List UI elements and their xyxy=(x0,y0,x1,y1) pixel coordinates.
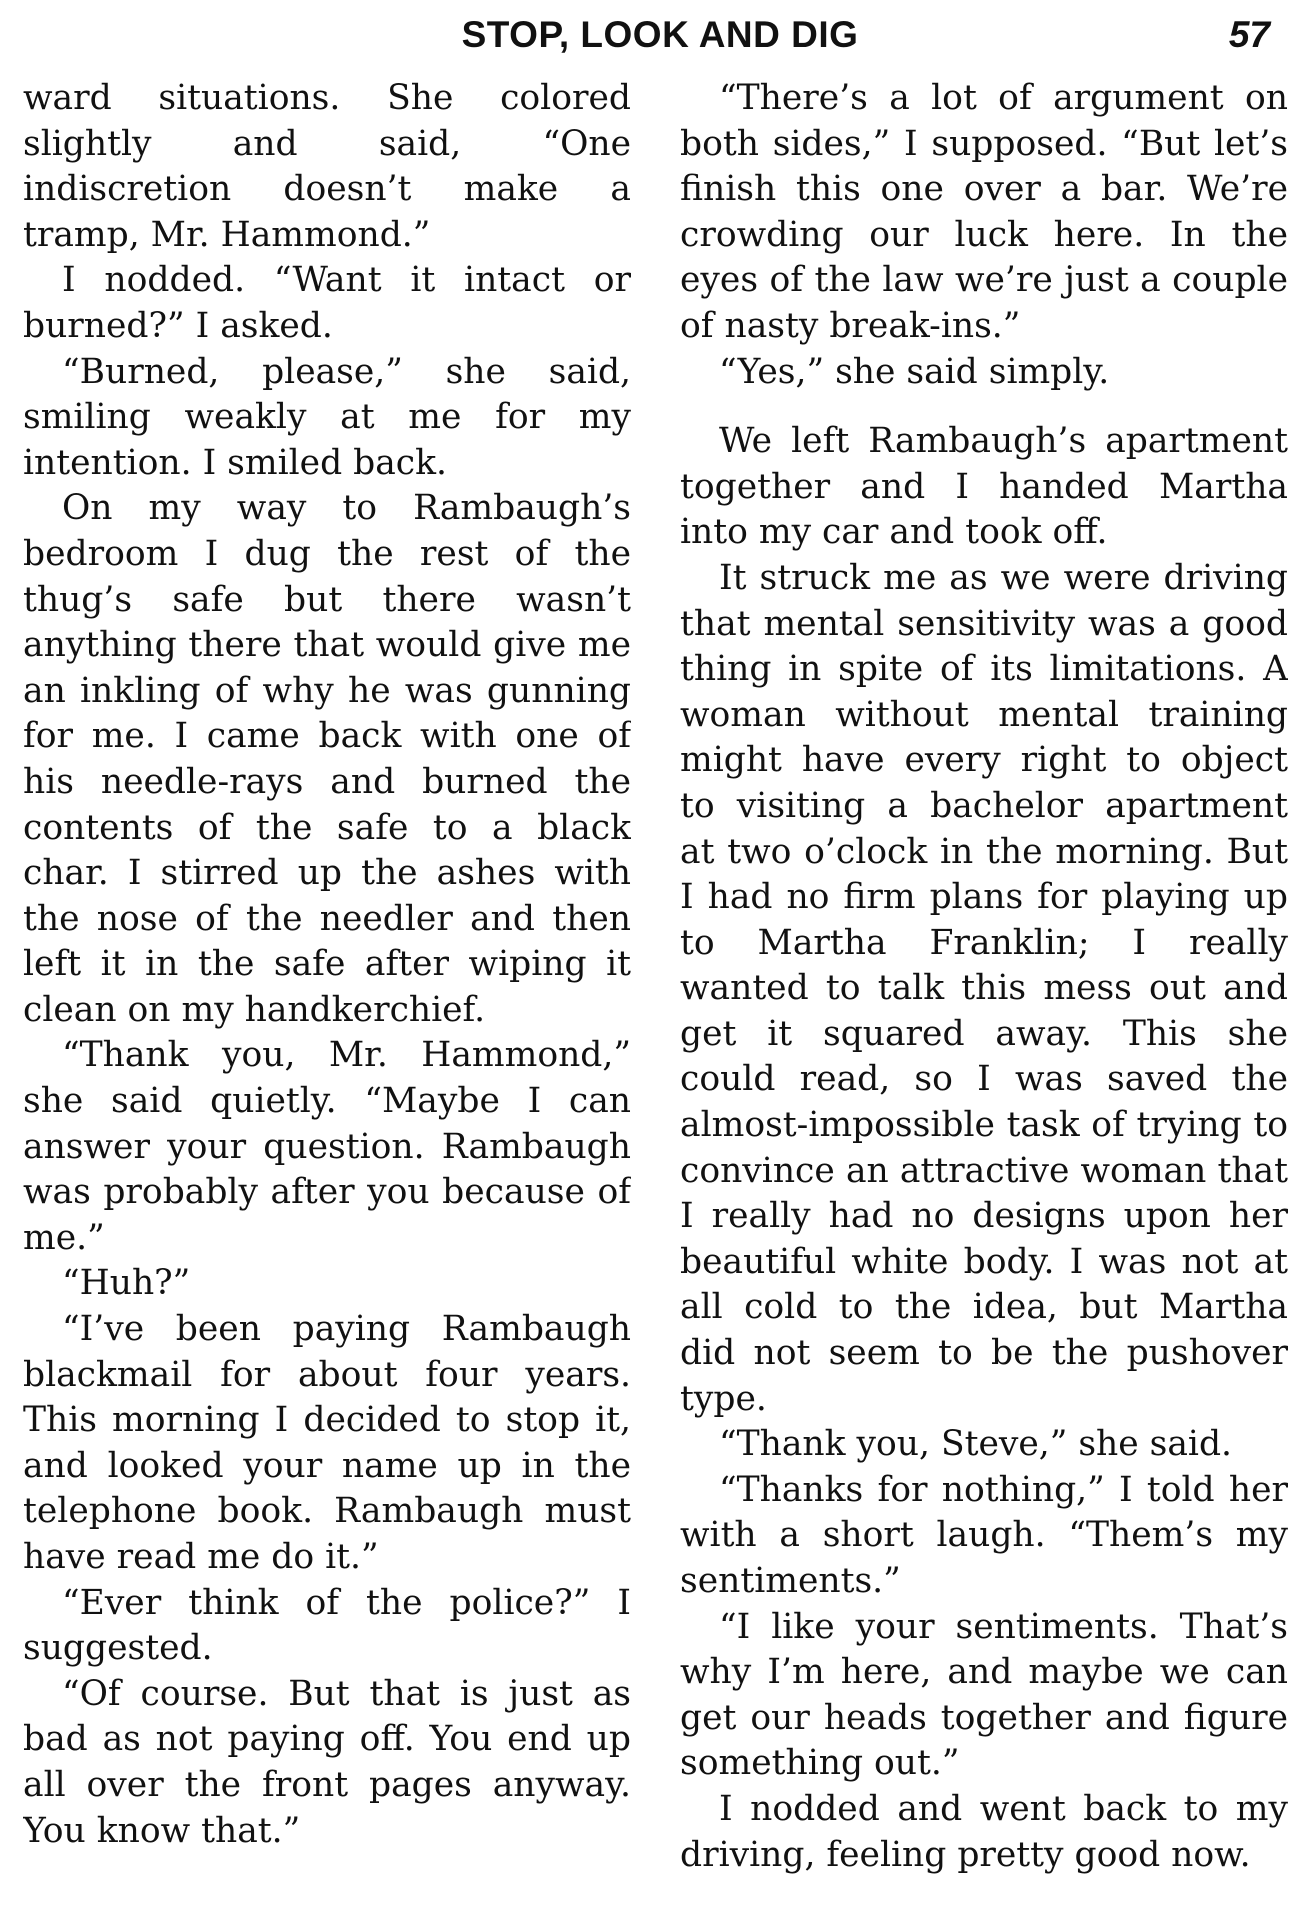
paragraph: “I’ve been paying Rambaugh blackmail for about four years. This morning I decided to stop it, and looked your name up in the telephone book. Rambaugh must have read me do it.” xyxy=(23,1309,631,1577)
running-title: STOP, LOOK AND DIG xyxy=(461,14,859,55)
paragraph: We left Rambaugh’s apartment together and I handed Martha into my car and took off. xyxy=(680,421,1288,553)
paragraph: “Thank you, Mr. Hammond,” she said quietly. “Maybe I can answer your question. Rambaugh was probably after you because of me.” xyxy=(23,1035,631,1258)
paragraph: It struck me as we were driving that mental sensitivity was a good thing in spite of its limitations. A woman without mental training might have every right to object to visiting a bachelor apartment at two o’clock in the morning. But I had no firm plans for playing up to Martha Franklin; I really wanted to talk this mess out and get it squared away. This she could read, so I was saved the almost-impossible task of trying to convince an attractive woman that I really had no designs upon her beautiful white body. I was not at all cold to the idea, but Martha did not seem to be the pushover type. xyxy=(680,557,1288,1419)
paragraph: “There’s a lot of argument on both sides,” I supposed. “But let’s finish this one over a bar. We’re crowding our luck here. In the eyes of the law we’re just a couple of nasty break-ins.” xyxy=(680,78,1288,346)
paragraph: On my way to Rambaugh’s bedroom I dug the rest of the thug’s safe but there wasn’t anything there that would give me an inkling of why he was gunning for me. I came back with one of his needle-rays and burned the contents of the safe to a black char. I stirred up the ashes with the nose of the needler and then left it in the safe after wiping it clean on my handkerchief. xyxy=(23,488,631,1030)
paragraph: “Thanks for nothing,” I told her with a short laugh. “Them’s my sentiments.” xyxy=(680,1469,1288,1601)
paragraph: “Yes,” she said simply. xyxy=(719,351,1110,392)
paragraph: “Ever think of the police?” I suggested. xyxy=(23,1582,631,1669)
page-number: 57 xyxy=(1228,14,1270,55)
paragraph: “Huh?” xyxy=(62,1263,191,1304)
paragraph: “I like your sentiments. That’s why I’m here, and maybe we can get our heads together and figure something out.” xyxy=(680,1606,1288,1784)
page-header xyxy=(0,14,1310,74)
left-column xyxy=(23,76,631,1916)
paragraph: I nodded and went back to my driving, feeling pretty good now. xyxy=(680,1788,1288,1875)
paragraph: “Thank you, Steve,” she said. xyxy=(719,1424,1233,1465)
paragraph: I nodded. “Want it intact or burned?” I asked. xyxy=(23,260,631,346)
right-column xyxy=(680,76,1288,1916)
paragraph: ward situations. She colored slightly and said, “One indiscretion doesn’t make a tramp, Mr. Hammond.” xyxy=(23,78,631,255)
paragraph: “Burned, please,” she said, smiling weakly at me for my intention. I smiled back. xyxy=(23,351,631,483)
paragraph: “Of course. But that is just as bad as not paying off. You end up all over the front pages anyway. You know that.” xyxy=(23,1673,631,1851)
